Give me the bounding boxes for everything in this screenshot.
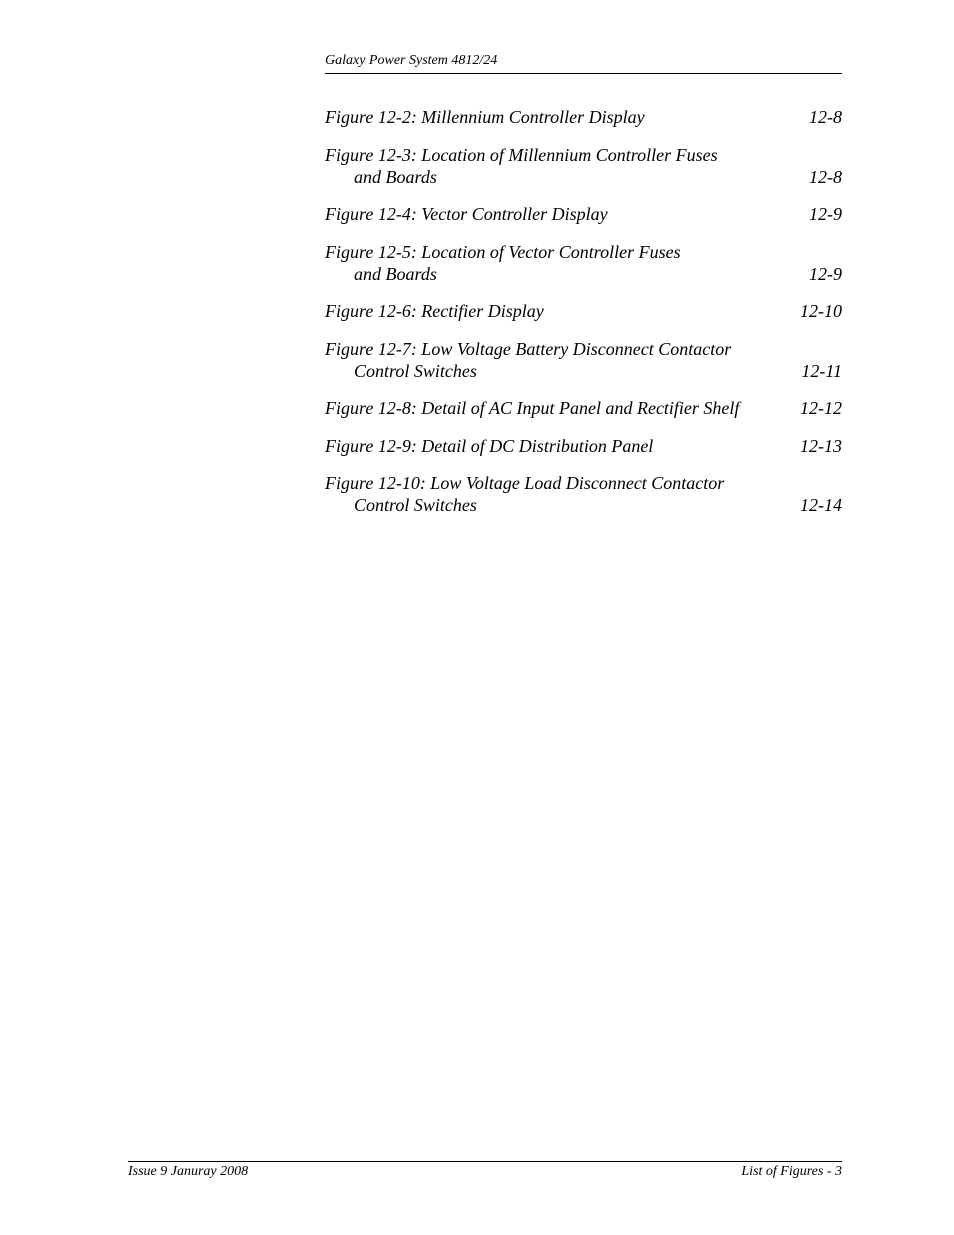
- figure-title-continuation: Control Switches: [354, 360, 477, 381]
- figure-entry[interactable]: [325, 472, 842, 516]
- page-header: [325, 52, 842, 74]
- figure-page-number: 12-13: [800, 435, 842, 456]
- figure-entry[interactable]: [325, 397, 842, 419]
- page-footer: [128, 1161, 842, 1179]
- figure-title: Figure 12-5: Location of Vector Controller Fuses: [325, 241, 681, 262]
- figure-entry[interactable]: [325, 144, 842, 188]
- figure-page-number: 12-14: [800, 495, 842, 515]
- figure-title-continuation: and Boards: [354, 263, 437, 284]
- figure-title: Figure 12-2: Millennium Controller Display: [325, 107, 645, 127]
- figure-page-number: 12-12: [800, 398, 842, 418]
- figure-entry[interactable]: [325, 241, 842, 285]
- figure-entry[interactable]: [325, 106, 842, 128]
- figure-title: Figure 12-10: Low Voltage Load Disconnect Contactor: [325, 473, 725, 493]
- figure-page-number: 12-9: [809, 204, 842, 224]
- figure-entry[interactable]: [325, 435, 842, 457]
- figure-title: Figure 12-9: Detail of DC Distribution Panel: [325, 435, 654, 456]
- figure-title: Figure 12-3: Location of Millennium Controller Fuses: [325, 144, 718, 165]
- figure-entry[interactable]: [325, 300, 842, 322]
- figure-entry[interactable]: [325, 203, 842, 225]
- figure-page-number: 12-10: [800, 301, 842, 321]
- figure-list: [325, 106, 842, 532]
- figure-title: Figure 12-4: Vector Controller Display: [325, 204, 608, 224]
- header-title: Galaxy Power System 4812/24: [325, 53, 498, 68]
- figure-title: Figure 12-7: Low Voltage Battery Disconnect Contactor: [325, 338, 732, 359]
- figure-page-number: 12-8: [809, 166, 842, 187]
- figure-title-continuation: and Boards: [354, 166, 437, 187]
- figure-page-number: 12-9: [809, 263, 842, 284]
- footer-page-label: List of Figures - 3: [741, 1164, 842, 1179]
- figure-title-continuation: Control Switches: [354, 495, 477, 515]
- footer-issue-date: Issue 9 Januray 2008: [128, 1164, 249, 1179]
- figure-page-number: 12-8: [809, 107, 842, 127]
- figure-page-number: 12-11: [801, 360, 842, 381]
- figure-title: Figure 12-6: Rectifier Display: [325, 301, 544, 321]
- figure-title: Figure 12-8: Detail of AC Input Panel and Rectifier Shelf: [325, 398, 740, 418]
- figure-entry[interactable]: [325, 338, 842, 382]
